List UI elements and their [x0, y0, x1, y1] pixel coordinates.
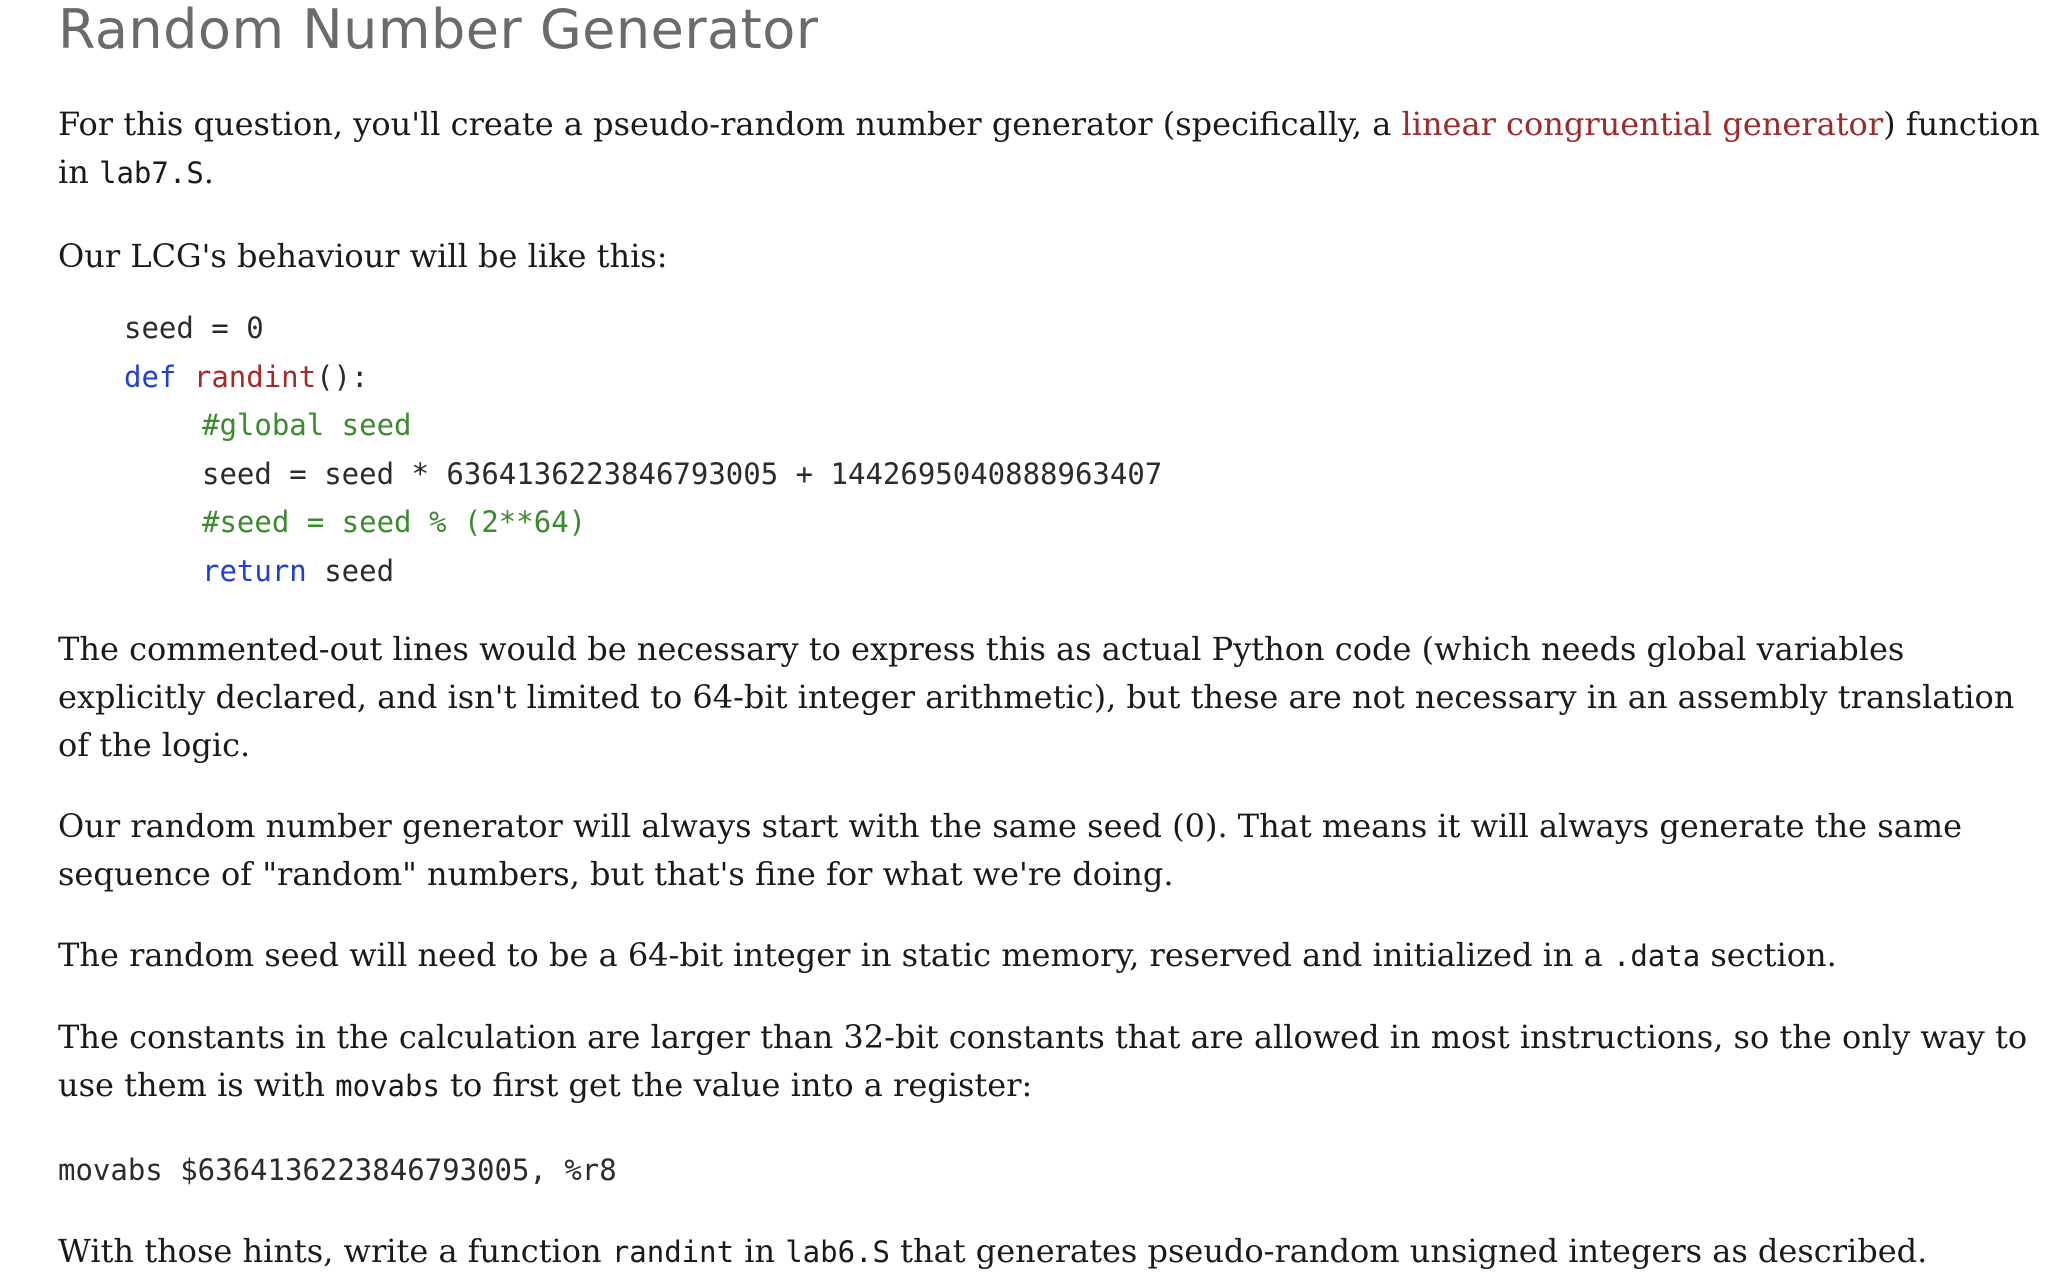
page-title: Random Number Generator [58, 0, 819, 61]
lcg-link[interactable]: linear congruential generator [1401, 105, 1884, 143]
movabs-code: movabs [335, 1069, 440, 1103]
constants-text: The constants in the calculation are larger than 32-bit constants that are allowed in most instructions, so the only way to use them is with [58, 1018, 2028, 1104]
intro-paragraph [58, 100, 2048, 197]
behaviour-paragraph: Our LCG's behaviour will be like this: [58, 237, 668, 275]
data-section-code: .data [1612, 939, 1701, 973]
final-text-2: in [734, 1232, 786, 1270]
return-keyword: return [202, 553, 307, 588]
code-line-2 [124, 353, 2048, 402]
code-comment-2: #seed = seed % (2**64) [202, 505, 587, 539]
commented-paragraph: The commented-out lines would be necessary to express this as actual Python code (which needs global variables explicitly declared, and isn't limited to 64-bit integer arithmetic), but these are not necessary in an assembly translation of the logic. [58, 630, 2015, 764]
final-text-3: that generates pseudo-random unsigned integers as described. [889, 1232, 1928, 1270]
intro-text-2: ) function in [58, 105, 2040, 191]
static-paragraph [58, 931, 2048, 980]
function-parens: (): [316, 359, 369, 394]
movabs-code-block: movabs $6364136223846793005, %r8 [58, 1153, 617, 1187]
static-text-2: section. [1700, 936, 1837, 974]
code-comment-1: #global seed [202, 408, 412, 442]
python-code-block [58, 304, 2048, 595]
page [58, 0, 2048, 1276]
function-name: randint [193, 359, 317, 394]
def-keyword: def [124, 359, 177, 394]
final-text: With those hints, write a function [58, 1232, 612, 1270]
code-line-4: seed = seed * 6364136223846793005 + 1442695040888963407 [202, 456, 1163, 491]
code-line-1: seed = 0 [124, 311, 264, 345]
constants-text-2: to first get the value into a register: [439, 1066, 1033, 1104]
intro-text: For this question, you'll create a pseudo-random number generator (specifically, a [58, 105, 1402, 143]
randint-code: randint [611, 1235, 735, 1269]
code-line-6 [124, 547, 2048, 596]
seed-paragraph: Our random number generator will always start with the same seed (0). That means it will always generate the same sequence of "random" numbers, but that's fine for what we're doing. [58, 807, 1963, 893]
static-text: The random seed will need to be a 64-bit integer in static memory, reserved and initialized in a [58, 936, 1613, 974]
file-code: lab7.S [99, 156, 204, 190]
lab6-code: lab6.S [785, 1235, 890, 1269]
intro-end: . [203, 153, 214, 191]
constants-paragraph [58, 1013, 2048, 1110]
final-paragraph [58, 1227, 2048, 1276]
return-value: seed [306, 553, 395, 588]
